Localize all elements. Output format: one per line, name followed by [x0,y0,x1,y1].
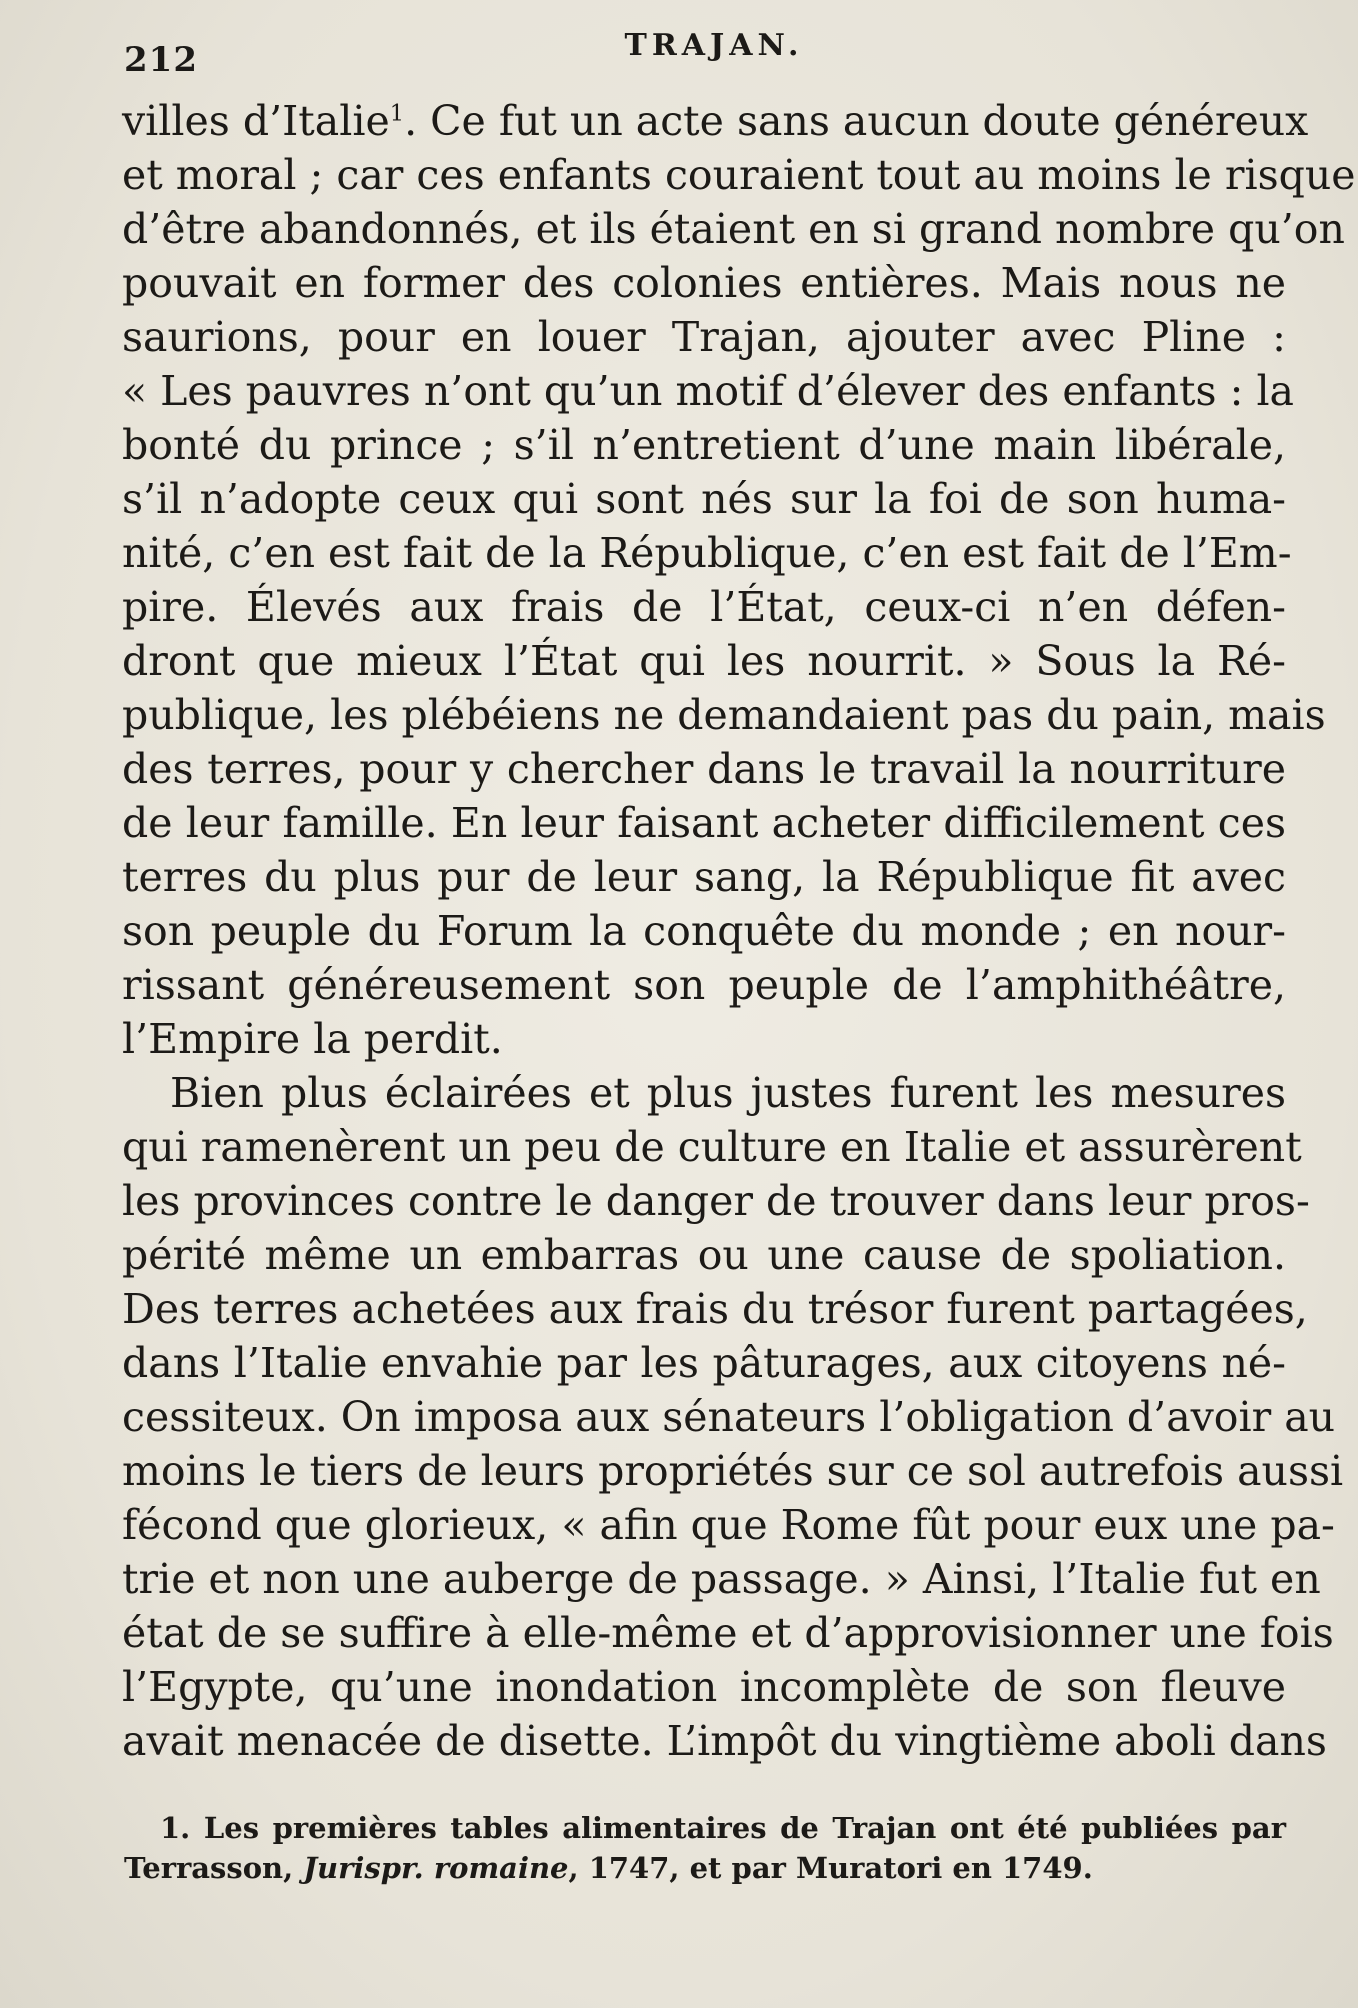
text-line [122,94,1309,148]
text-line: terres du plus pur de leur sang, la République fit avec [122,853,1286,901]
paragraph-1 [122,94,1356,1066]
paragraph-2 [122,1066,1344,1768]
body-text [122,94,1356,1768]
text-line: fécond que glorieux, « afin que Rome fût pour eux une pa- [122,1501,1335,1549]
footnote-text: Les premières tables alimentaires de Trajan ont été publiées par [203,1811,1286,1845]
text-line: périté même un embarras ou une cause de spoliation. [122,1231,1286,1279]
text-line: et moral ; car ces enfants couraient tout au moins le risque [122,151,1356,199]
text-line: état de se suffire à elle-même et d’approvisionner une fois [122,1609,1334,1657]
footnote-reference[interactable]: 1 [389,100,405,127]
text-line: saurions, pour en louer Trajan, ajouter avec Pline : [122,313,1286,361]
text-line: moins le tiers de leurs propriétés sur ce sol autrefois aussi [122,1447,1344,1495]
text-line: son peuple du Forum la conquête du monde ; en nour- [122,907,1286,955]
text-line: bonté du prince ; s’il n’entretient d’une main libérale, [122,421,1286,469]
text-line: publique, les plébéiens ne demandaient pas du pain, mais [122,691,1326,739]
text-line: pouvait en former des colonies entières. Mais nous ne [122,259,1286,307]
text-line: nité, c’en est fait de la République, c’en est fait de l’Em- [122,529,1292,577]
running-title: TRAJAN. [624,28,804,63]
text-line: qui ramenèrent un peu de culture en Italie et assurèrent [122,1123,1302,1171]
text-line: d’être abandonnés, et ils étaient en si grand nombre qu’on [122,205,1345,253]
line-text: . Ce fut un acte sans aucun doute généreux [404,97,1309,145]
text-line: trie et non une auberge de passage. » Ainsi, l’Italie fut en [122,1555,1321,1603]
text-line: dront que mieux l’État qui les nourrit. » Sous la Ré- [122,637,1286,685]
footnote-line [160,1808,1286,1848]
text-line: dans l’Italie envahie par les pâturages, aux citoyens né- [122,1339,1286,1387]
text-line: s’il n’adopte ceux qui sont nés sur la foi de son huma- [122,475,1286,523]
text-line: Des terres achetées aux frais du trésor furent partagées, [122,1285,1308,1333]
text-line: des terres, pour y chercher dans le travail la nourriture [122,745,1286,793]
text-line: cessiteux. On imposa aux sénateurs l’obligation d’avoir au [122,1393,1336,1441]
footnote-number: 1. [160,1811,191,1845]
text-line: l’Empire la perdit. [122,1015,503,1063]
footnote-line [124,1848,1286,1888]
text-line: Bien plus éclairées et plus justes furent les mesures [170,1069,1286,1117]
text-line: les provinces contre le danger de trouver dans leur pros- [122,1177,1310,1225]
footnote-citation-title: Jurispr. romaine [303,1851,569,1885]
page-number: 212 [124,40,198,80]
text-line: « Les pauvres n’ont qu’un motif d’élever des enfants : la [122,367,1295,415]
footnote [124,1808,1286,1888]
footnote-text: Terrasson, [124,1851,304,1885]
text-line: l’Egypte, qu’une inondation incomplète de son fleuve [122,1663,1286,1711]
text-line: de leur famille. En leur faisant acheter difficilement ces [122,799,1286,847]
text-line: avait menacée de disette. L’impôt du vingtième aboli dans [122,1717,1327,1765]
text-line: pire. Élevés aux frais de l’État, ceux-ci n’en défen- [122,583,1286,631]
line-text: villes d’Italie [122,97,390,145]
footnote-text: , 1747, et par Muratori en 1749. [568,1851,1093,1885]
text-line: rissant généreusement son peuple de l’amphithéâtre, [122,961,1286,1009]
